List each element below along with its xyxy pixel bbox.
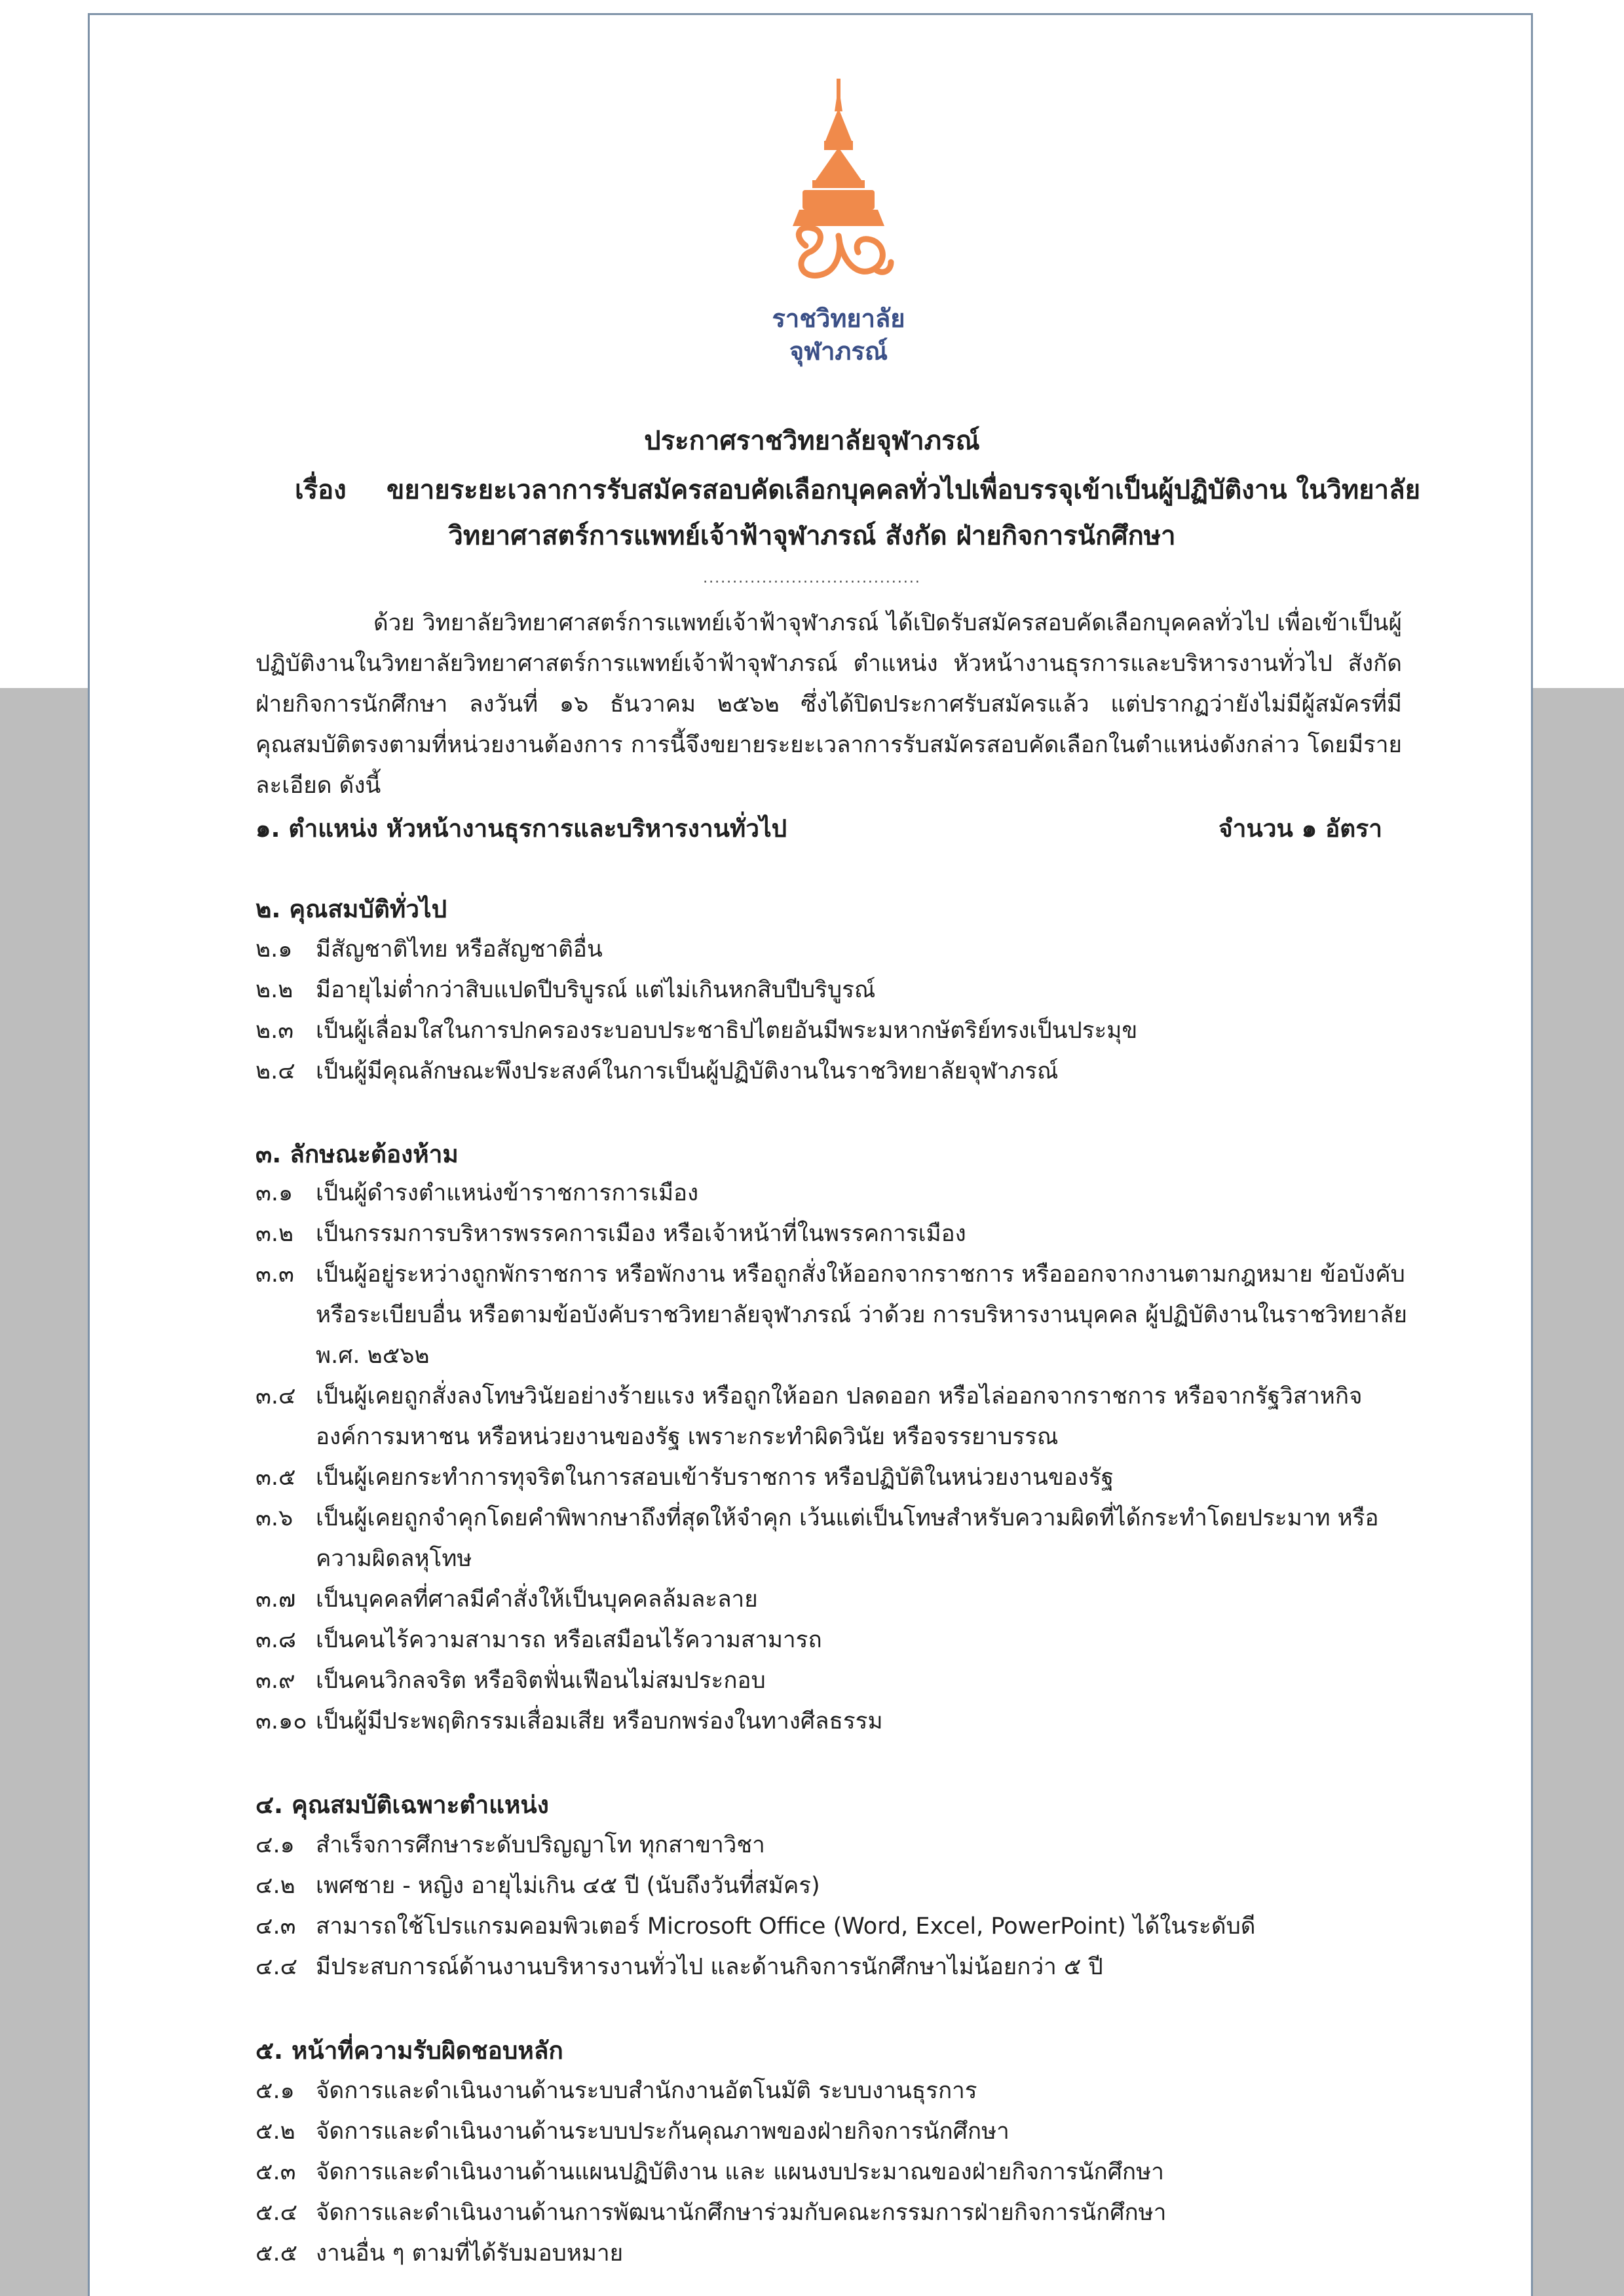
list-item [255,1947,1422,1987]
list-item [255,929,1422,970]
item-number: ๕.๓ [255,2159,296,2185]
item-text: จัดการและดำเนินงานด้านระบบสำนักงานอัตโนมัติ ระบบงานธุรการ [316,2078,977,2104]
list-item [255,1173,1422,1214]
item-number: ๓.๙ [255,1668,295,1694]
item-number: ๓.๑ [255,1180,293,1206]
item-text: เป็นกรรมการบริหารพรรคการเมือง หรือเจ้าหน้าที่ในพรรคการเมือง [316,1221,966,1247]
item-text: มีอายุไม่ต่ำกว่าสิบแปดปีบริบูรณ์ แต่ไม่เกินหกสิบปีบริบูรณ์ [316,977,876,1003]
item-text: เป็นคนวิกลจริต หรือจิตฟั่นเฟือนไม่สมประกอบ [316,1668,766,1694]
item-number: ๔.๔ [255,1954,298,1980]
item-number: ๓.๕ [255,1464,296,1491]
section-title: ๔. คุณสมบัติเฉพาะตำแหน่ง [255,1791,549,1819]
item-text: เป็นผู้ดำรงตำแหน่งข้าราชการการเมือง [316,1180,699,1206]
item-text: งานอื่น ๆ ตามที่ได้รับมอบหมาย [316,2240,624,2267]
list-item [255,1376,1422,1457]
item-number: ๒.๑ [255,936,293,963]
item-number: ๓.๓ [255,1261,294,1288]
subject-line2: วิทยาศาสตร์การแพทย์เจ้าฟ้าจุฬาภรณ์ สังกัด ฝ่ายกิจการนักศึกษา [448,521,1176,551]
list-item [255,1214,1422,1254]
item-text: เป็นผู้เลื่อมใสในการปกครองระบอบประชาธิปไตยอันมีพระมหากษัตริย์ทรงเป็นประมุข [316,1018,1138,1044]
list-item [255,2233,1422,2274]
item-number: ๔.๒ [255,1873,295,1899]
item-number: ๓.๘ [255,1627,297,1653]
item-number: ๕.๒ [255,2118,295,2145]
list-item [255,2111,1422,2152]
item-text: เป็นผู้มีคุณลักษณะพึงประสงค์ในการเป็นผู้ปฏิบัติงานในราชวิทยาลัยจุฬาภรณ์ [316,1058,1059,1084]
item-text: เป็นบุคคลที่ศาลมีคำสั่งให้เป็นบุคคลล้มละลาย [316,1586,758,1613]
item-number: ๓.๒ [255,1221,294,1247]
list-item [255,1906,1422,1947]
item-text: จัดการและดำเนินงานด้านระบบประกันคุณภาพของฝ่ายกิจการนักศึกษา [316,2118,1010,2145]
list-item [255,1660,1422,1701]
item-text: จัดการและดำเนินงานด้านแผนปฏิบัติงาน และ แผนงบประมาณของฝ่ายกิจการนักศึกษา [316,2159,1164,2185]
position-count: จำนวน ๑ อัตรา [1218,814,1382,843]
item-text: มีประสบการณ์ด้านงานบริหารงานทั่วไป และด้านกิจการนักศึกษาไม่น้อยกว่า ๕ ปี [316,1954,1103,1980]
section-title: ๕. หน้าที่ความรับผิดชอบหลัก [255,2037,563,2065]
item-text: เป็นผู้เคยกระทำการทุจริตในการสอบเข้ารับราชการ หรือปฏิบัติในหน่วยงานของรัฐ [316,1464,1114,1491]
list-item [255,970,1422,1010]
item-number: ๒.๓ [255,1018,294,1044]
position-title: ๑. ตำแหน่ง หัวหน้างานธุรการและบริหารงานทั่วไป [255,814,787,843]
list-item [255,1498,1422,1579]
item-text: เป็นคนไร้ความสามารถ หรือเสมือนไร้ความสามารถ [316,1627,822,1653]
list-item [255,1579,1422,1620]
list-item [255,1457,1422,1498]
logo-text-line2: จุฬาภรณ์ [789,337,888,366]
list-item [255,2071,1422,2111]
list-item [255,2192,1422,2233]
item-number: ๓.๖ [255,1505,293,1531]
item-text: เพศชาย - หญิง อายุไม่เกิน ๔๕ ปี (นับถึงวันที่สมัคร) [316,1873,820,1899]
item-number: ๓.๔ [255,1383,296,1409]
college-logo [727,72,950,380]
item-text: สามารถใช้โปรแกรมคอมพิวเตอร์ Microsoft Office (Word, Excel, PowerPoint) ได้ในระดับดี [316,1913,1256,1940]
item-number: ๓.๗ [255,1586,296,1613]
section-title: ๒. คุณสมบัติทั่วไป [255,895,447,923]
list-item [255,1620,1422,1660]
item-text: เป็นผู้อยู่ระหว่างถูกพักราชการ หรือพักงาน หรือถูกสั่งให้ออกจากราชการ หรือออกจากงานตามกฎหมาย ข้อบังคับ หรือระเบียบอื่น หรือตามข้อบังคับราชวิทยาลัยจุฬาภรณ์ ว่าด้วย การบริหารงานบุคคล ผู้ปฏิบัติงานในราชวิทยาลัย พ.ศ. ๒๕๖๒ [316,1261,1407,1369]
item-text: สำเร็จการศึกษาระดับปริญญาโท ทุกสาขาวิชา [316,1832,765,1858]
list-item [255,1825,1422,1866]
item-number: ๕.๔ [255,2200,298,2226]
item-text: เป็นผู้เคยถูกสั่งลงโทษวินัยอย่างร้ายแรง หรือถูกให้ออก ปลดออก หรือไล่ออกจากราชการ หรือจากรัฐวิสาหกิจ องค์การมหาชน หรือหน่วยงานของรัฐ เพราะกระทำผิดวินัย หรือจรรยาบรรณ [316,1383,1363,1450]
item-number: ๕.๑ [255,2078,295,2104]
subject-line1: ขยายระยะเวลาการรับสมัครสอบคัดเลือกบุคคลทั่วไปเพื่อบรรจุเข้าเป็นผู้ปฏิบัติงาน ในวิทยาลัย [387,475,1421,505]
list-item [255,1701,1422,1742]
item-number: ๕.๕ [255,2240,298,2267]
list-item [255,1254,1422,1376]
item-number: ๒.๒ [255,977,293,1003]
separator-dots: ..................................... [703,570,921,586]
royal-emblem-icon [727,72,950,288]
announcement-title: ประกาศราชวิทยาลัยจุฬาภรณ์ [644,426,980,456]
item-number: ๒.๔ [255,1058,295,1084]
subject-label: เรื่อง [295,475,347,505]
intro-text: ด้วย วิทยาลัยวิทยาศาสตร์การแพทย์เจ้าฟ้าจุฬาภรณ์ ได้เปิดรับสมัครสอบคัดเลือกบุคคลทั่วไป เพื่อเข้าเป็นผู้ปฏิบัติงานในวิทยาลัยวิทยาศาสตร์การแพทย์เจ้าฟ้าจุฬาภรณ์ ตำแหน่ง หัวหน้างานธุรการและบริหารงานทั่วไป สังกัด ฝ่ายกิจการนักศึกษา ลงวันที่ ๑๖ ธันวาคม ๒๕๖๒ ซึ่งได้ปิดประกาศรับสมัครแล้ว แต่ปรากฏว่ายังไม่มีผู้สมัครที่มีคุณสมบัติตรงตามที่หน่วยงานต้องการ การนี้จึงขยายระยะเวลาการรับสมัครสอบคัดเลือกในตำแหน่งดังกล่าว โดยมีรายละเอียด ดังนี้ [255,610,1402,799]
list-item [255,1866,1422,1906]
intro-paragraph [255,603,1402,806]
item-text: เป็นผู้เคยถูกจำคุกโดยคำพิพากษาถึงที่สุดให้จำคุก เว้นแต่เป็นโทษสำหรับความผิดที่ได้กระทำโดยประมาท หรือความผิดลหุโทษ [316,1505,1379,1572]
list-item [255,2152,1422,2192]
section-title: ๓. ลักษณะต้องห้าม [255,1140,459,1168]
item-number: ๔.๑ [255,1832,295,1858]
item-text: เป็นผู้มีประพฤติกรรมเสื่อมเสีย หรือบกพร่องในทางศีลธรรม [316,1708,883,1734]
list-item [255,1051,1422,1092]
item-number: ๓.๑๐ [255,1708,307,1734]
item-text: จัดการและดำเนินงานด้านการพัฒนานักศึกษาร่วมกับคณะกรรมการฝ่ายกิจการนักศึกษา [316,2200,1167,2226]
logo-text-line1: ราชวิทยาลัย [772,304,905,333]
item-number: ๔.๓ [255,1913,296,1940]
list-item [255,1010,1422,1051]
item-text: มีสัญชาติไทย หรือสัญชาติอื่น [316,936,603,963]
